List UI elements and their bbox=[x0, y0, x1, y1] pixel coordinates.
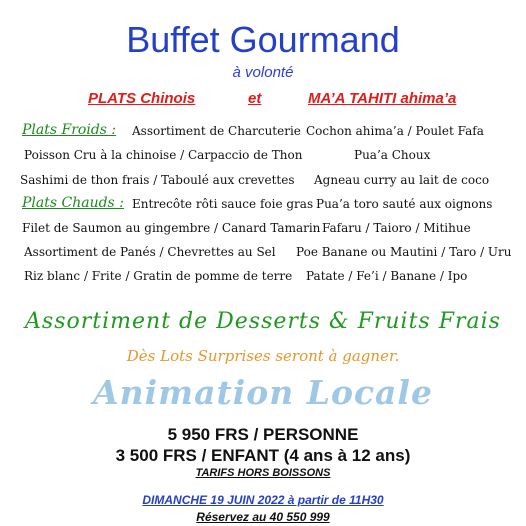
hot-row-2-right: Fafaru / Taioro / Mitihue bbox=[322, 221, 471, 235]
page-title: Buffet Gourmand bbox=[126, 19, 400, 60]
hot-row-1-left: Entrecôte rôti sauce foie gras bbox=[132, 197, 314, 211]
tarifs-note: TARIFS HORS BOISSONS bbox=[195, 467, 331, 479]
animation-locale: Animation Locale bbox=[93, 373, 433, 412]
subtitle: à volonté bbox=[232, 64, 294, 81]
hot-row-4-left: Riz blanc / Frite / Gratin de pomme de terre bbox=[24, 269, 293, 283]
hot-row-2-left: Filet de Saumon au gingembre / Canard Tamarin bbox=[22, 221, 321, 235]
price-child: 3 500 FRS / ENFANT (4 ans à 12 ans) bbox=[115, 446, 411, 465]
reservation-phone: Réservez au 40 550 999 bbox=[196, 510, 330, 524]
hot-row-1-right: Pua’a toro sauté aux oignons bbox=[316, 197, 493, 211]
cold-row-1-right: Cochon ahima’a / Poulet Fafa bbox=[306, 124, 484, 138]
cold-row-1-left: Assortiment de Charcuterie bbox=[132, 124, 301, 138]
event-date: DIMANCHE 19 JUIN 2022 à partir de 11H30 bbox=[142, 493, 384, 507]
cold-row-3-left: Sashimi de thon frais / Taboulé aux crevettes bbox=[20, 173, 295, 187]
hot-row-3-left: Assortiment de Panés / Chevrettes au Sel bbox=[24, 245, 276, 259]
desserts-line: Assortiment de Desserts & Fruits Frais bbox=[25, 309, 501, 334]
connector-et: et bbox=[248, 90, 262, 107]
cold-row-2-left: Poisson Cru à la chinoise / Carpaccio de Thon bbox=[24, 148, 303, 162]
maa-tahiti-label: MA’A TAHITI ahima’a bbox=[308, 90, 457, 107]
lots-surprises: Dès Lots Surprises seront à gagner. bbox=[126, 347, 400, 365]
cold-row-2-right: Pua’a Choux bbox=[354, 148, 431, 162]
cold-heading: Plats Froids : bbox=[22, 122, 117, 138]
cold-row-3-right: Agneau curry au lait de coco bbox=[314, 173, 490, 187]
hot-row-4-right: Patate / Fe’i / Banane / Ipo bbox=[306, 269, 468, 283]
plats-chinois-label: PLATS Chinois bbox=[88, 90, 196, 107]
hot-heading: Plats Chauds : bbox=[22, 195, 124, 211]
price-adult: 5 950 FRS / PERSONNE bbox=[167, 425, 359, 444]
hot-row-3-right: Poe Banane ou Mautini / Taro / Uru bbox=[296, 245, 512, 259]
